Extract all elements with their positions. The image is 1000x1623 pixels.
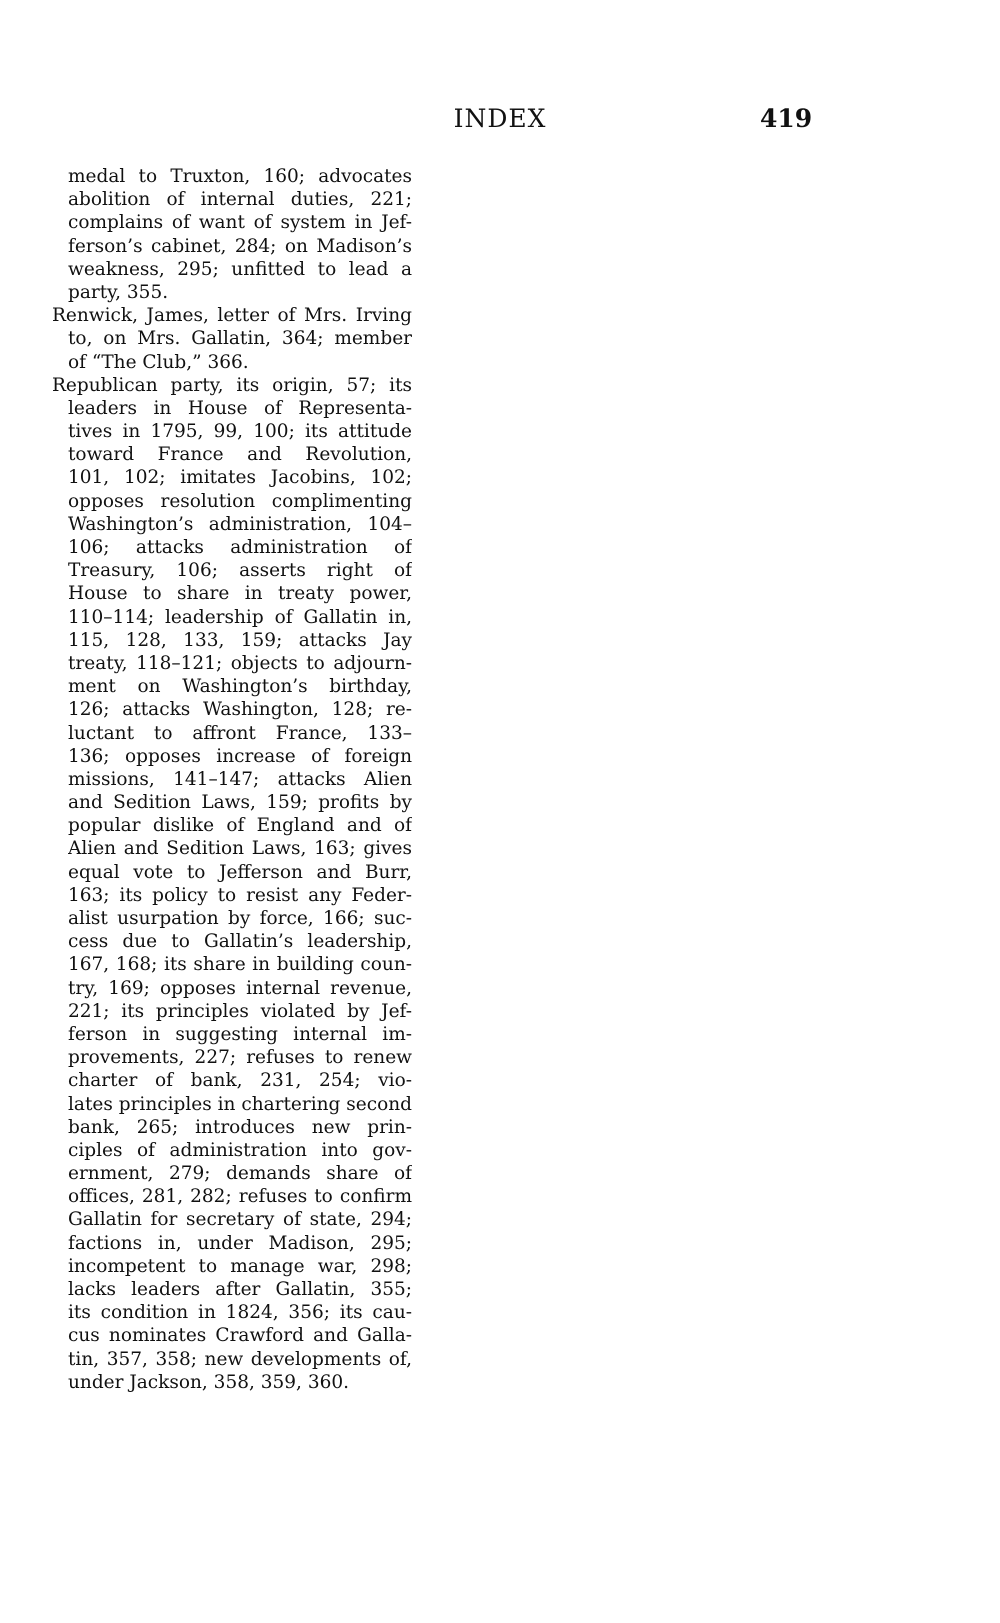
index-line: of “The Club,” 366. <box>68 351 249 373</box>
index-line: treaty, 118–121; objects to adjourn- <box>68 652 412 674</box>
index-line: Renwick, James, letter of Mrs. Irving <box>52 305 412 327</box>
index-line: toward France and Revolution, <box>68 444 412 466</box>
index-line: under Jackson, 358, 359, 360. <box>68 1371 350 1393</box>
index-line: complains of want of system in Jef- <box>68 212 412 234</box>
index-line: tives in 1795, 99, 100; its attitude <box>68 421 412 443</box>
index-line: ment on Washington’s birthday, <box>68 676 412 698</box>
page-title: INDEX <box>453 104 547 133</box>
index-line: try, 169; opposes internal revenue, <box>68 977 412 999</box>
index-line: incompetent to manage war, 298; <box>68 1255 412 1277</box>
index-line: cus nominates Crawford and Galla- <box>68 1325 412 1347</box>
index-line: bank, 265; introduces new prin- <box>68 1116 412 1138</box>
index-line: 221; its principles violated by Jef- <box>68 1000 412 1022</box>
index-line: opposes resolution complimenting <box>68 490 412 512</box>
index-line: House to share in treaty power, <box>68 583 412 605</box>
index-line: charter of bank, 231, 254; vio- <box>68 1070 412 1092</box>
index-line: 101, 102; imitates Jacobins, 102; <box>68 467 412 489</box>
index-line: 106; attacks administration of <box>68 537 412 558</box>
index-line: party, 355. <box>68 281 169 303</box>
index-line: ciples of administration into gov- <box>68 1139 412 1161</box>
index-line: lacks leaders after Gallatin, 355; <box>68 1279 412 1300</box>
index-line: Alien and Sedition Laws, 163; gives <box>68 838 412 860</box>
index-line: offices, 281, 282; refuses to confirm <box>68 1186 412 1208</box>
index-column <box>52 165 412 1394</box>
index-line: Washington’s administration, 104– <box>68 513 412 535</box>
index-line: provements, 227; refuses to renew <box>68 1047 412 1069</box>
index-line: Treasury, 106; asserts right of <box>68 560 412 582</box>
index-line: weakness, 295; unfitted to lead a <box>68 258 412 280</box>
index-line: Gallatin for secretary of state, 294; <box>68 1209 412 1231</box>
index-line: 110–114; leadership of Gallatin in, <box>68 606 412 628</box>
index-line: Republican party, its origin, 57; its <box>52 374 412 396</box>
index-line: medal to Truxton, 160; advocates <box>68 166 412 187</box>
index-line: tin, 357, 358; new developments of, <box>68 1348 412 1370</box>
index-line: 126; attacks Washington, 128; re- <box>68 699 412 721</box>
index-line: abolition of internal duties, 221; <box>68 189 412 211</box>
index-line: to, on Mrs. Gallatin, 364; member <box>68 328 412 350</box>
index-line: and Sedition Laws, 159; profits by <box>68 792 412 814</box>
index-line: 167, 168; its share in building coun- <box>68 954 412 976</box>
index-line: ernment, 279; demands share of <box>68 1163 412 1185</box>
index-line: ferson’s cabinet, 284; on Madison’s <box>68 235 412 257</box>
index-line: popular dislike of England and of <box>68 815 412 837</box>
index-line: equal vote to Jefferson and Burr, <box>68 861 412 883</box>
index-line: leaders in House of Representa- <box>68 397 412 419</box>
index-line: luctant to affront France, 133– <box>68 722 412 744</box>
index-line: 163; its policy to resist any Feder- <box>68 884 412 906</box>
index-line: 115, 128, 133, 159; attacks Jay <box>68 629 412 651</box>
index-line: missions, 141–147; attacks Alien <box>68 768 412 790</box>
index-line: cess due to Gallatin’s leadership, <box>68 931 412 953</box>
index-line: its condition in 1824, 356; its cau- <box>68 1302 412 1324</box>
index-line: factions in, under Madison, 295; <box>68 1232 412 1254</box>
index-line: lates principles in chartering second <box>68 1093 412 1115</box>
page-number: 419 <box>760 104 813 133</box>
index-line: alist usurpation by force, 166; suc- <box>68 908 412 929</box>
index-line: ferson in suggesting internal im- <box>68 1023 412 1045</box>
index-line: 136; opposes increase of foreign <box>68 745 412 767</box>
